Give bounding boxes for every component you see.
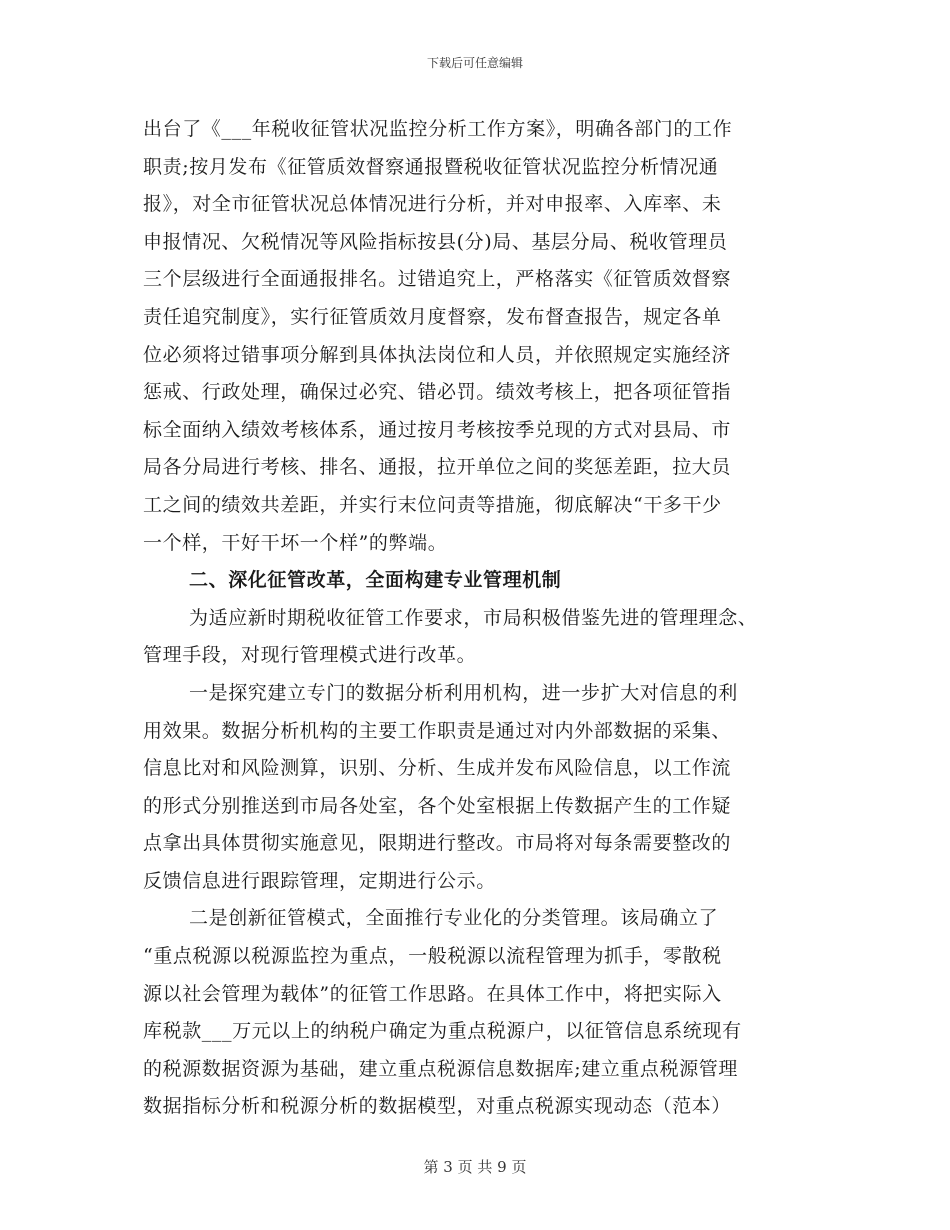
text-line: 局各分局进行考核、排名、通报，拉开单位之间的奖惩差距，拉大员 bbox=[143, 456, 732, 479]
text-line: 源以社会管理为载体”的征管工作思路。在具体工作中，将把实际入 bbox=[143, 982, 722, 1005]
text-line: 库税款___万元以上的纳税户确定为重点税源户，以征管信息系统现有 bbox=[143, 1020, 742, 1043]
text-line: 位必须将过错事项分解到具体执法岗位和人员，并依照规定实施经济 bbox=[143, 343, 732, 366]
page-footer: 第 3 页 共 9 页 bbox=[423, 1158, 527, 1176]
text-line: 数据指标分析和税源分析的数据模型，对重点税源实现动态（范本） bbox=[143, 1095, 732, 1118]
text-line: 一是探究建立专门的数据分析利用机构，进一步扩大对信息的利 bbox=[189, 681, 738, 704]
text-line: 职责;按月发布《征管质效督察通报暨税收征管状况监控分析情况通 bbox=[143, 155, 719, 178]
text-line: 的形式分别推送到市局各处室，各个处室根据上传数据产生的工作疑 bbox=[143, 794, 732, 817]
text-line: 标全面纳入绩效考核体系，通过按月考核按季兑现的方式对县局、市 bbox=[143, 418, 732, 441]
text-line: 三个层级进行全面通报排名。过错追究上，严格落实《征管质效督察 bbox=[143, 268, 732, 291]
text-line: 点拿出具体贯彻实施意见，限期进行整改。市局将对每条需要整改的 bbox=[143, 832, 732, 855]
text-line: 为适应新时期税收征管工作要求，市局积极借鉴先进的管理理念、 bbox=[189, 606, 758, 629]
text-line: 责任追究制度》，实行征管质效月度督察，发布督查报告，规定各单 bbox=[143, 305, 722, 328]
page-header: 下载后可任意编辑 bbox=[426, 56, 523, 70]
text-line: 报》，对全市征管状况总体情况进行分析，并对申报率、入库率、未 bbox=[143, 193, 722, 216]
text-line: “重点税源以税源监控为重点，一般税源以流程管理为抓手，零散税 bbox=[143, 945, 722, 968]
text-line: 申报情况、欠税情况等风险指标按县(分)局、基层分局、税收管理员 bbox=[143, 230, 728, 253]
text-line: 管理手段，对现行管理模式进行改革。 bbox=[143, 644, 477, 667]
text-line: 二是创新征管模式，全面推行专业化的分类管理。该局确立了 bbox=[189, 907, 719, 930]
text-line: 的税源数据资源为基础，建立重点税源信息数据库;建立重点税源管理 bbox=[143, 1057, 739, 1080]
text-line: 反馈信息进行跟踪管理，定期进行公示。 bbox=[143, 869, 496, 892]
text-line: 工之间的绩效共差距，并实行末位问责等措施，彻底解决“干多干少 bbox=[143, 493, 722, 516]
document-body bbox=[143, 111, 803, 1126]
section-heading: 二、深化征管改革，全面构建专业管理机制 bbox=[189, 569, 562, 592]
text-line: 用效果。数据分析机构的主要工作职责是通过对内外部数据的采集、 bbox=[143, 719, 732, 742]
text-line: 一个样，干好干坏一个样”的弊端。 bbox=[143, 531, 448, 554]
text-line: 惩戒、行政处理，确保过必究、错必罚。绩效考核上，把各项征管指 bbox=[143, 381, 732, 404]
text-line: 信息比对和风险测算，识别、分析、生成并发布风险信息，以工作流 bbox=[143, 757, 732, 780]
text-line: 出台了《___年税收征管状况监控分析工作方案》，明确各部门的工作 bbox=[143, 118, 733, 140]
